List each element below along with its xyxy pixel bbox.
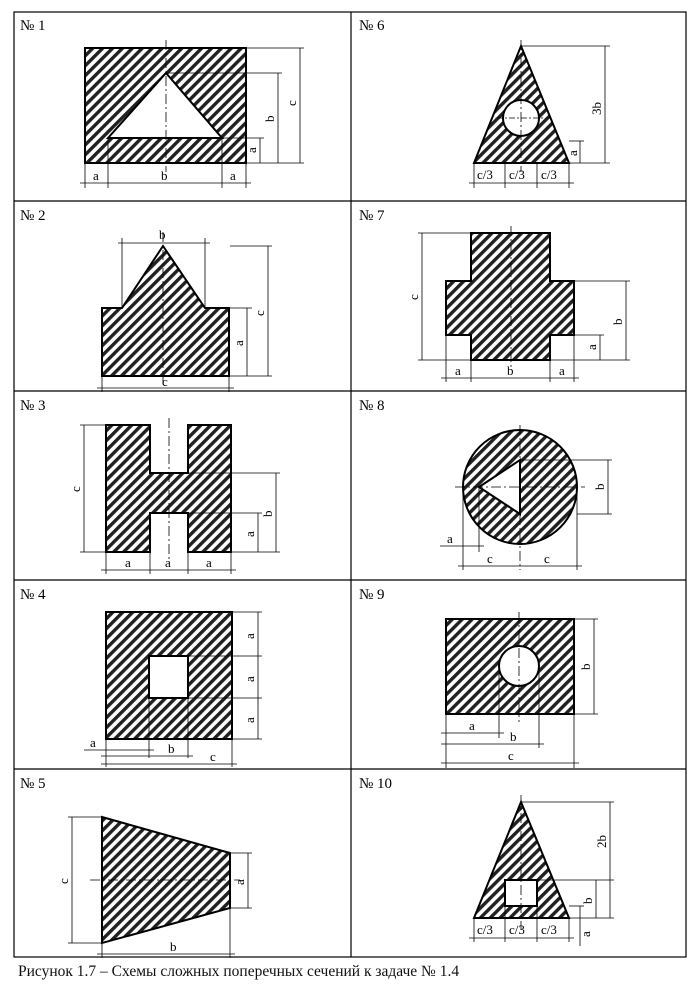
section-7-shape	[446, 233, 574, 360]
dim-4-c: c	[210, 749, 216, 764]
dim-6-c3-2: c/3	[509, 167, 525, 182]
dim-8-c-right: c	[544, 551, 550, 566]
cell-label-7: № 7	[359, 208, 385, 224]
dim-3-a-2: a	[165, 555, 171, 570]
dim-3-a-3: a	[206, 555, 212, 570]
section-9-shape	[446, 619, 574, 714]
section-3-shape	[106, 425, 231, 552]
dim-2-b: b	[159, 227, 166, 242]
dim-1-b: b	[262, 115, 277, 122]
section-2-shape	[102, 246, 229, 376]
dim-8-a: a	[447, 531, 453, 546]
cell-label-9: № 9	[359, 587, 385, 603]
dim-3-b: b	[260, 510, 275, 517]
dim-4-a-bottom: a	[242, 717, 257, 723]
section-6	[469, 40, 610, 188]
dim-7-a-left: a	[455, 363, 461, 378]
dim-3-c: c	[68, 486, 83, 492]
section-4	[84, 612, 262, 767]
dim-9-c: c	[508, 748, 514, 763]
dim-7-a-right-bottom: a	[559, 363, 565, 378]
dim-4-a-top: a	[242, 633, 257, 639]
dim-1-a-right: a	[244, 147, 259, 153]
section-1	[80, 40, 304, 188]
dim-3-a-right: a	[242, 531, 257, 537]
dim-5-b: b	[170, 939, 177, 954]
cell-label-6: № 6	[359, 18, 385, 34]
section-7	[406, 226, 630, 382]
dim-4-a-mid: a	[242, 676, 257, 682]
cell-label-5: № 5	[20, 776, 46, 792]
section-8	[440, 425, 612, 570]
dim-6-c3-1: c/3	[477, 167, 493, 182]
cell-label-3: № 3	[20, 398, 46, 414]
dim-7-b-bottom: b	[507, 363, 514, 378]
dim-10-c3-1: c/3	[477, 922, 493, 937]
section-10-shape	[474, 802, 569, 918]
dim-2-a: a	[231, 340, 246, 346]
cell-label-2: № 2	[20, 208, 46, 224]
dim-7-a-right: a	[584, 344, 599, 350]
dim-9-b-right: b	[578, 663, 593, 670]
dim-1-c: c	[284, 100, 299, 106]
dim-10-a: a	[578, 931, 593, 937]
dim-4-a-left: a	[90, 735, 96, 750]
dim-5-a: a	[232, 879, 247, 885]
dim-6-3b: 3b	[589, 102, 604, 115]
dim-7-b: b	[610, 318, 625, 325]
dim-10-2b: 2b	[594, 835, 609, 848]
section-4-shape	[106, 612, 232, 739]
dim-5-c: c	[56, 878, 71, 884]
dim-9-b: b	[510, 729, 517, 744]
figure-caption: Рисунок 1.7 – Схемы сложных поперечных сечений к задаче № 1.4	[18, 963, 460, 980]
dim-8-c-left: c	[487, 551, 493, 566]
dim-1-a-left: a	[93, 168, 99, 183]
cell-label-8: № 8	[359, 398, 385, 414]
dim-4-b: b	[168, 741, 175, 756]
dim-7-c: c	[406, 294, 421, 300]
cell-label-4: № 4	[20, 587, 46, 603]
section-6-shape	[474, 46, 569, 163]
dim-1-b-bottom: b	[161, 168, 168, 183]
dim-3-a-1: a	[125, 555, 131, 570]
dim-2-c-bottom: c	[162, 374, 168, 389]
dim-6-a: a	[565, 150, 580, 156]
cell-label-1: № 1	[20, 18, 46, 34]
dim-8-b: b	[592, 483, 607, 490]
section-10	[469, 795, 614, 946]
dim-10-b: b	[580, 897, 595, 904]
dim-10-c3-2: c/3	[509, 922, 525, 937]
section-9	[441, 612, 598, 768]
dim-6-c3-3: c/3	[541, 167, 557, 182]
dim-9-a: a	[469, 718, 475, 733]
dim-2-c-right: c	[252, 310, 267, 316]
dim-1-a-right-bottom: a	[230, 168, 236, 183]
cell-label-10: № 10	[359, 776, 393, 792]
dim-10-c3-3: c/3	[541, 922, 557, 937]
section-5	[56, 817, 252, 958]
section-3	[68, 418, 280, 574]
section-2	[97, 227, 272, 392]
